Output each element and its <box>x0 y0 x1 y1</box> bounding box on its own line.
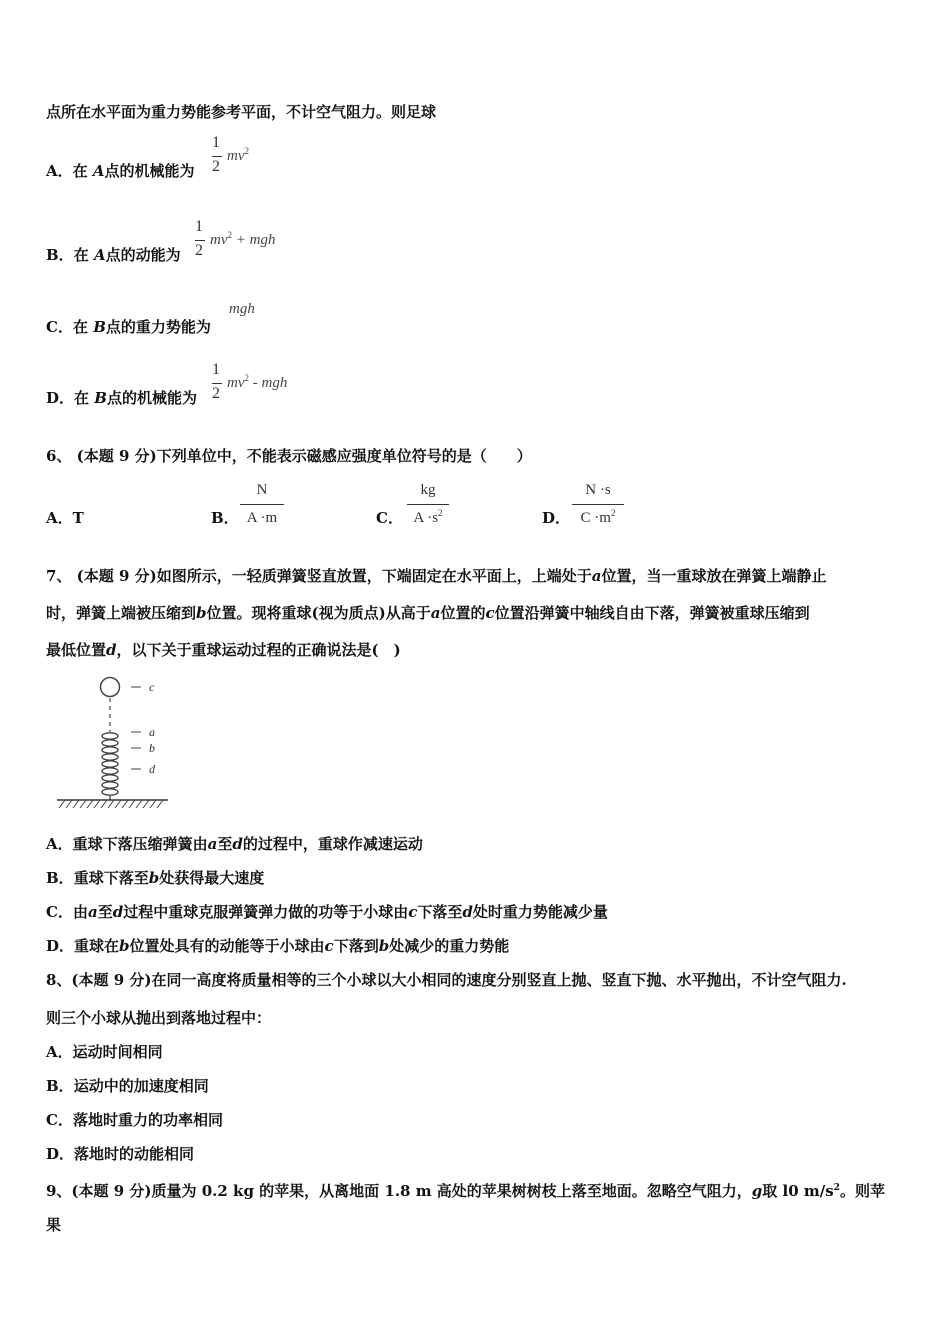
q8-option-a[interactable]: A．运动时间相同 <box>46 1043 163 1061</box>
unit-fraction: N ·s $C \cdot m^2$ <box>572 482 624 528</box>
option-letter: D． <box>46 389 75 407</box>
q5-option-a[interactable]: A．在 A点的机械能为 <box>46 162 195 180</box>
option-letter: C． <box>46 318 73 336</box>
option-letter: A． <box>46 835 73 853</box>
q6-option-c[interactable] <box>376 508 403 528</box>
label-d: d <box>149 762 155 776</box>
formula-expression: $mv^2$ + mgh <box>210 230 276 248</box>
option-letter: C． <box>46 1111 73 1129</box>
ground-hatch <box>59 800 163 808</box>
q9-stem-line1: 9、(本题 9 分)质量为 0.2 kg 的苹果，从离地面 1.8 m 高处的苹果树树枝上落至地面。忽略空气阻力，g取 l0 $m/s^2$。则苹 <box>46 1182 885 1200</box>
q8-option-c[interactable]: C．落地时重力的功率相同 <box>46 1111 223 1129</box>
option-letter: D． <box>542 509 571 527</box>
q7-option-c[interactable]: C．由a至d过程中重球克服弹簧弹力做的功等于小球由c下落至d处时重力势能减少量 <box>46 903 608 921</box>
unit-fraction: kg $A \cdot s^2$ <box>407 482 449 528</box>
q8-option-d[interactable]: D．落地时的动能相同 <box>46 1145 195 1163</box>
option-letter: B． <box>46 246 74 264</box>
option-letter: C． <box>376 509 403 527</box>
q9-stem-line2: 果 <box>46 1216 62 1234</box>
option-letter: B． <box>46 869 74 887</box>
option-letter: B． <box>211 509 239 527</box>
q7-option-b[interactable]: B．重球下落至b处获得最大速度 <box>46 869 265 887</box>
unit-fraction: N A ·m <box>240 482 284 528</box>
option-letter: A． <box>46 162 73 180</box>
formula-expression: mgh <box>229 301 255 317</box>
formula-expression: $mv^2$ <box>227 146 249 164</box>
formula-expression: $mv^2$ - mgh <box>227 373 288 391</box>
label-b: b <box>149 741 155 755</box>
q7-stem-line3: 最低位置d，以下关于重球运动过程的正确说法是( ) <box>46 641 401 659</box>
ball-icon <box>101 678 120 697</box>
q7-stem-line1: 7、 (本题 9 分)如图所示，一轻质弹簧竖直放置，下端固定在水平面上，上端处于a位置，当一重球放在弹簧上端静止 <box>46 567 827 585</box>
option-letter: C． <box>46 903 73 921</box>
spring-icon <box>102 733 118 795</box>
q5-option-d[interactable]: D．在 B点的机械能为 <box>46 389 197 407</box>
q6-option-b[interactable] <box>211 508 239 528</box>
option-letter: A． <box>46 1043 73 1061</box>
q6-stem: 6、 (本题 9 分)下列单位中，不能表示磁感应强度单位符号的是（ ） <box>46 447 532 465</box>
q6-option-a[interactable]: A．T <box>46 509 84 527</box>
intro-line: 点所在水平面为重力势能参考平面，不计空气阻力。则足球 <box>46 103 437 121</box>
q5-option-b[interactable]: B．在 A点的动能为 <box>46 246 181 264</box>
spring-diagram <box>55 672 175 814</box>
label-c: c <box>149 680 155 694</box>
q8-stem-line2: 则三个小球从抛出到落地过程中： <box>46 1009 272 1027</box>
q8-stem-line1: 8、(本题 9 分)在同一高度将质量相等的三个小球以大小相同的速度分别竖直上抛、竖直下抛、水平抛出，不计空气阻力. <box>46 971 847 989</box>
q8-option-b[interactable]: B．运动中的加速度相同 <box>46 1077 209 1095</box>
q7-stem-line2: 时，弹簧上端被压缩到b位置。现将重球(视为质点)从高于a位置的c位置沿弹簧中轴线自由下落，弹簧被重球压缩到 <box>46 604 810 622</box>
option-letter: D． <box>46 937 75 955</box>
option-letter: A． <box>46 509 73 527</box>
option-letter: D． <box>46 1145 75 1163</box>
option-letter: B． <box>46 1077 74 1095</box>
q6-option-d[interactable] <box>542 508 570 528</box>
q5-option-c[interactable]: C．在 B点的重力势能为 <box>46 318 211 336</box>
label-a: a <box>149 725 155 739</box>
q7-option-a[interactable]: A．重球下落压缩弹簧由a至d的过程中，重球作减速运动 <box>46 835 423 853</box>
q7-option-d[interactable]: D．重球在b位置处具有的动能等于小球由c下落到b处减少的重力势能 <box>46 937 510 955</box>
